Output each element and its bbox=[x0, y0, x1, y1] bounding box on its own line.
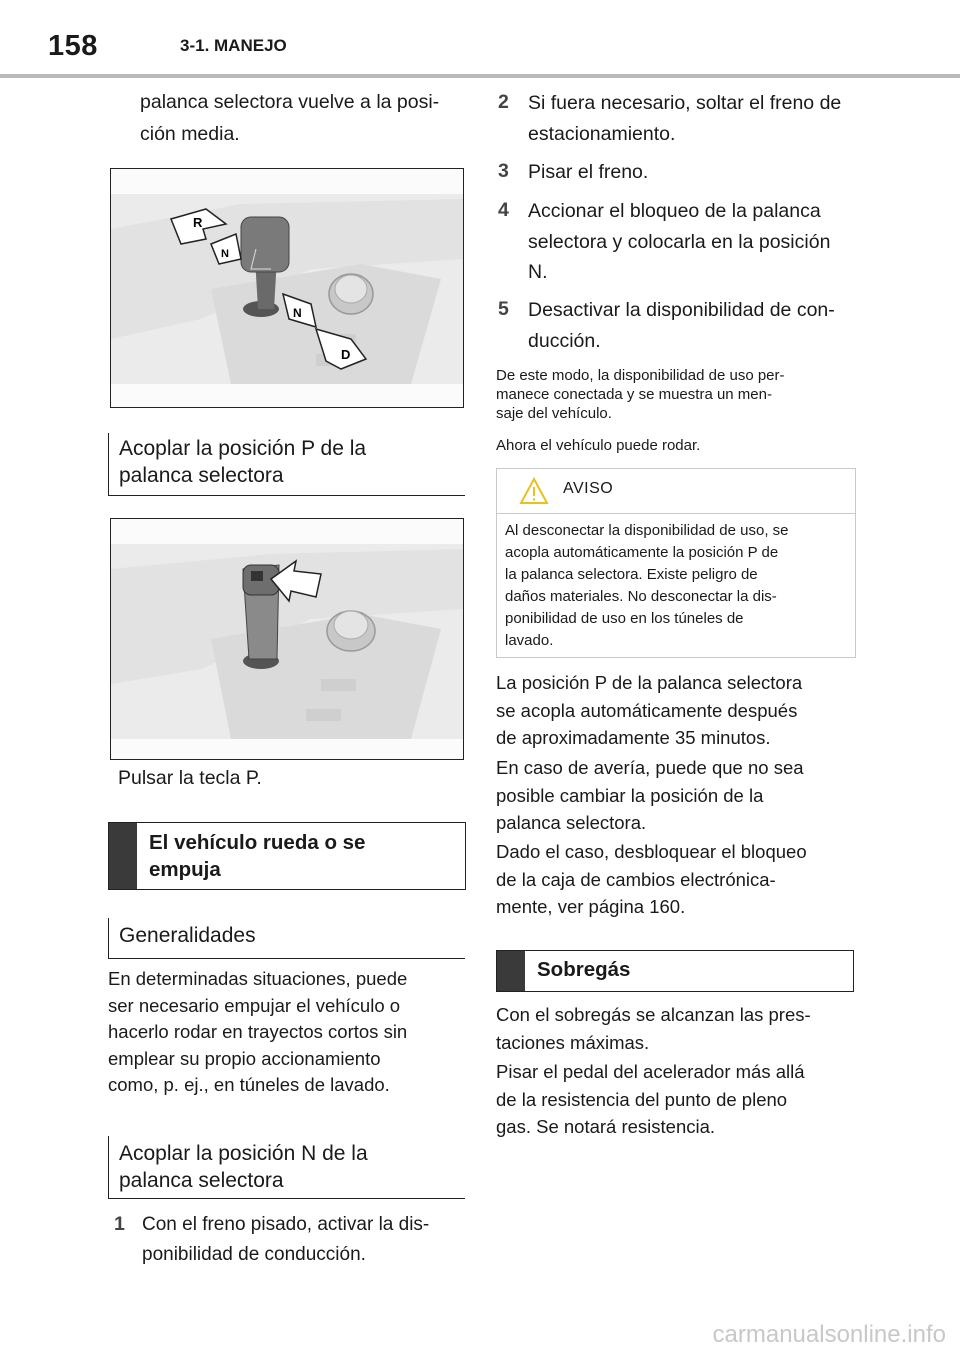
step-number: 2 bbox=[498, 91, 509, 113]
warning-box bbox=[496, 468, 856, 658]
text-line: hacerlo rodar en trayectos cortos sin bbox=[108, 1021, 408, 1042]
label-n-up: N bbox=[221, 248, 229, 260]
para-sobregas bbox=[496, 1001, 856, 1056]
warning-line: lavado. bbox=[505, 632, 554, 649]
generalidades-paragraph bbox=[108, 966, 468, 1099]
step-number: 3 bbox=[498, 160, 509, 182]
label-d: D bbox=[341, 347, 351, 362]
step-line: Con el freno pisado, activar la dis- bbox=[142, 1214, 430, 1235]
warning-header bbox=[497, 469, 855, 514]
section-title: 3-1. MANEJO bbox=[180, 36, 287, 55]
para-desbloquear bbox=[496, 838, 856, 921]
text-line: En determinadas situaciones, puede bbox=[108, 968, 408, 989]
warning-line: Al desconectar la disponibilidad de uso, se bbox=[505, 522, 789, 539]
step-3 bbox=[498, 157, 858, 188]
block-rueda-heading bbox=[108, 822, 466, 890]
step-line: selectora y colocarla en la posición bbox=[528, 230, 831, 253]
text-line: como, p. ej., en túneles de lavado. bbox=[108, 1074, 390, 1095]
subhead-line: Generalidades bbox=[119, 924, 256, 947]
intro-line: palanca selectora vuelve a la posi- bbox=[140, 91, 440, 113]
warning-line: ponibilidad de uso en los túneles de bbox=[505, 610, 744, 627]
block-title bbox=[149, 829, 365, 883]
step-number: 1 bbox=[114, 1213, 125, 1235]
gear-selector-figure bbox=[110, 168, 464, 408]
note-rodar: Ahora el vehículo puede rodar. bbox=[496, 437, 701, 454]
text-line: de la caja de cambios electrónica- bbox=[496, 868, 776, 890]
text-line: En caso de avería, puede que no sea bbox=[496, 757, 804, 778]
footer-watermark: carmanualsonline.info bbox=[712, 1321, 946, 1348]
p-button-figure bbox=[110, 518, 464, 760]
subhead-line: Acoplar la posición P de la bbox=[119, 437, 367, 460]
subhead-line: Acoplar la posición N de la bbox=[119, 1142, 368, 1165]
note-line: manece conectada y se muestra un men- bbox=[496, 386, 772, 403]
note-line: saje del vehículo. bbox=[496, 405, 612, 422]
step-line: Pisar el freno. bbox=[528, 161, 649, 183]
para-averia bbox=[496, 754, 856, 837]
note-line: De este modo, la disponibilidad de uso per- bbox=[496, 367, 785, 384]
text-line: Pisar el pedal del acelerador más allá bbox=[496, 1061, 805, 1082]
step-line: Desactivar la disponibilidad de con- bbox=[528, 299, 835, 321]
text-line: de la resistencia del punto de pleno bbox=[496, 1088, 788, 1110]
block-tab bbox=[497, 951, 525, 991]
step-4 bbox=[498, 196, 858, 288]
step-2 bbox=[498, 88, 858, 150]
note-paragraph bbox=[496, 366, 856, 423]
text-line: Con el sobregás se alcanzan las pres- bbox=[496, 1004, 811, 1025]
block-sobregas-heading bbox=[496, 950, 854, 992]
text-line: La posición P de la palanca selectora bbox=[496, 672, 803, 693]
step-line: estacionamiento. bbox=[528, 123, 676, 145]
step-line: ponibilidad de conducción. bbox=[142, 1244, 366, 1265]
text-line: de aproximadamente 35 minutos. bbox=[496, 727, 771, 748]
text-line: posible cambiar la posición de la bbox=[496, 784, 764, 806]
subhead-line: palanca selectora bbox=[119, 1169, 284, 1192]
para-auto-p bbox=[496, 669, 856, 752]
text-line: gas. Se notará resistencia. bbox=[496, 1116, 716, 1137]
text-line: Dado el caso, desbloquear el bloqueo bbox=[496, 841, 807, 862]
caption-press-p: Pulsar la tecla P. bbox=[118, 767, 262, 789]
text-line: taciones máximas. bbox=[496, 1031, 650, 1053]
header-rule bbox=[0, 74, 960, 78]
label-r: R bbox=[193, 215, 203, 230]
intro-paragraph bbox=[140, 88, 470, 149]
label-n-down: N bbox=[293, 306, 302, 320]
warning-title: AVISO bbox=[563, 480, 614, 497]
text-line: emplear su propio accionamiento bbox=[108, 1047, 381, 1069]
step-line: ducción. bbox=[528, 330, 601, 352]
block-title-line: empuja bbox=[149, 858, 221, 881]
block-tab bbox=[109, 823, 137, 889]
intro-line: ción media. bbox=[140, 123, 240, 145]
block-title-line: El vehículo rueda o se bbox=[149, 831, 366, 854]
text-line: palanca selectora. bbox=[496, 812, 647, 833]
text-line: se acopla automáticamente después bbox=[496, 699, 798, 721]
warning-body bbox=[497, 514, 855, 652]
subhead-generalidades bbox=[108, 918, 465, 959]
step-line: N. bbox=[528, 261, 548, 283]
warning-line: daños materiales. No desconectar la dis- bbox=[505, 588, 777, 605]
subhead-position-n bbox=[108, 1136, 465, 1199]
step-number: 5 bbox=[498, 298, 509, 320]
warning-line: acopla automáticamente la posición P de bbox=[505, 544, 779, 561]
warning-triangle-icon bbox=[519, 477, 549, 505]
text-line: mente, ver página 160. bbox=[496, 896, 686, 917]
step-5 bbox=[498, 295, 858, 357]
step-number: 4 bbox=[498, 199, 509, 221]
step-1 bbox=[114, 1210, 464, 1270]
subhead-line: palanca selectora bbox=[119, 464, 284, 487]
para-acelerador bbox=[496, 1058, 856, 1141]
subhead-position-p bbox=[108, 433, 465, 496]
step-line: Si fuera necesario, soltar el freno de bbox=[528, 92, 842, 114]
page-number: 158 bbox=[48, 30, 98, 62]
step-line: Accionar el bloqueo de la palanca bbox=[528, 200, 821, 222]
block-title: Sobregás bbox=[537, 958, 631, 981]
text-line: ser necesario empujar el vehículo o bbox=[108, 994, 401, 1016]
warning-line: la palanca selectora. Existe peligro de bbox=[505, 566, 758, 583]
